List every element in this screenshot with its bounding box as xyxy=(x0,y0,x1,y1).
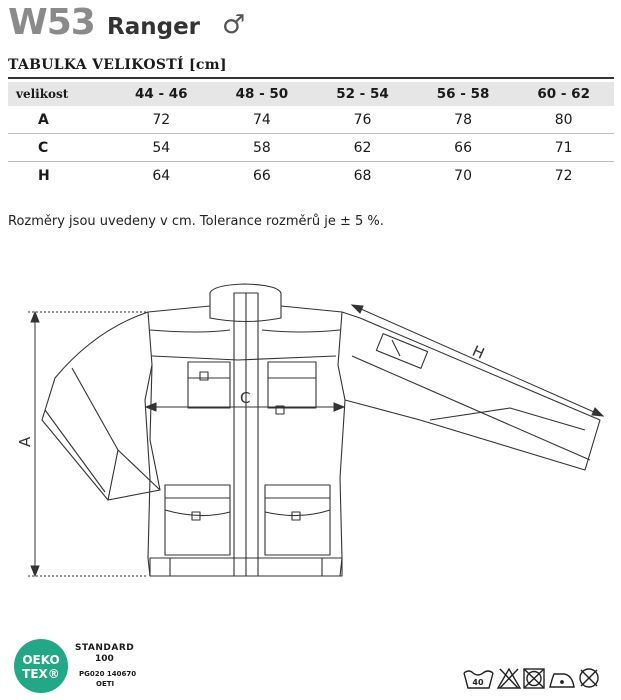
left-sleeve xyxy=(42,312,160,500)
size-header: 48 - 50 xyxy=(212,82,313,106)
size-header: 44 - 46 xyxy=(111,82,212,106)
row-label: H xyxy=(38,167,50,184)
wash-temperature: 40 xyxy=(472,678,484,687)
table-cell: 70 xyxy=(454,167,472,184)
right-sleeve xyxy=(342,312,600,470)
size-header: 60 - 62 xyxy=(513,82,614,106)
oeko-logo-text-2: TEX® xyxy=(22,667,60,681)
table-cell: 72 xyxy=(111,106,212,134)
table-cell: 54 xyxy=(111,134,212,162)
jacket-body xyxy=(145,306,345,576)
size-header: 52 - 54 xyxy=(312,82,413,106)
iron-icon xyxy=(550,674,574,687)
dimension-label-a: A xyxy=(16,436,34,447)
jacket-diagram xyxy=(0,260,621,590)
care-symbols xyxy=(462,665,602,691)
table-cell: 68 xyxy=(353,167,372,184)
table-row xyxy=(8,106,614,134)
table-row xyxy=(8,162,614,190)
male-icon: ♂ xyxy=(222,10,246,40)
table-cell: 74 xyxy=(212,106,313,134)
oeko-tex-logo xyxy=(12,637,70,695)
product-code: W53 xyxy=(8,2,95,43)
table-cell: 80 xyxy=(513,106,614,134)
table-cell: 66 xyxy=(252,167,271,184)
table-cell: 62 xyxy=(312,134,413,162)
size-table-header xyxy=(8,82,614,106)
row-label: A xyxy=(8,106,111,134)
row-label: C xyxy=(8,134,111,162)
size-table xyxy=(8,82,614,189)
title-divider xyxy=(8,77,614,79)
product-name: Ranger xyxy=(107,14,201,40)
table-cell: 72 xyxy=(554,167,573,184)
table-cell: 58 xyxy=(212,134,313,162)
no-tumble-dry-icon xyxy=(524,669,544,688)
no-dry-clean-icon xyxy=(580,669,598,687)
certification-number: 100 xyxy=(95,654,114,664)
size-header: 56 - 58 xyxy=(413,82,514,106)
chest-pocket-right xyxy=(268,362,316,408)
table-cell: 71 xyxy=(513,134,614,162)
sleeve-pocket xyxy=(376,334,427,369)
certification-standard: STANDARD xyxy=(75,643,135,653)
no-bleach-icon xyxy=(498,669,520,688)
certification-code: PG020 140670 xyxy=(79,670,137,678)
size-table-title: TABULKA VELIKOSTÍ [cm] xyxy=(8,57,227,73)
table-cell: 78 xyxy=(413,106,514,134)
table-cell: 64 xyxy=(152,167,171,184)
table-cell: 66 xyxy=(413,134,514,162)
oeko-logo-text-1: OEKO xyxy=(22,653,60,667)
table-cell: 76 xyxy=(312,106,413,134)
table-row xyxy=(8,134,614,162)
header-label: velikost xyxy=(8,82,111,106)
tolerance-note: Rozměry jsou uvedeny v cm. Tolerance rozměrů je ± 5 %. xyxy=(8,214,384,229)
dimension-label-h: H xyxy=(469,341,488,363)
certification-institute: OETI xyxy=(96,680,115,688)
chest-pocket-left xyxy=(188,362,230,408)
dimension-label-c: C xyxy=(240,389,251,407)
